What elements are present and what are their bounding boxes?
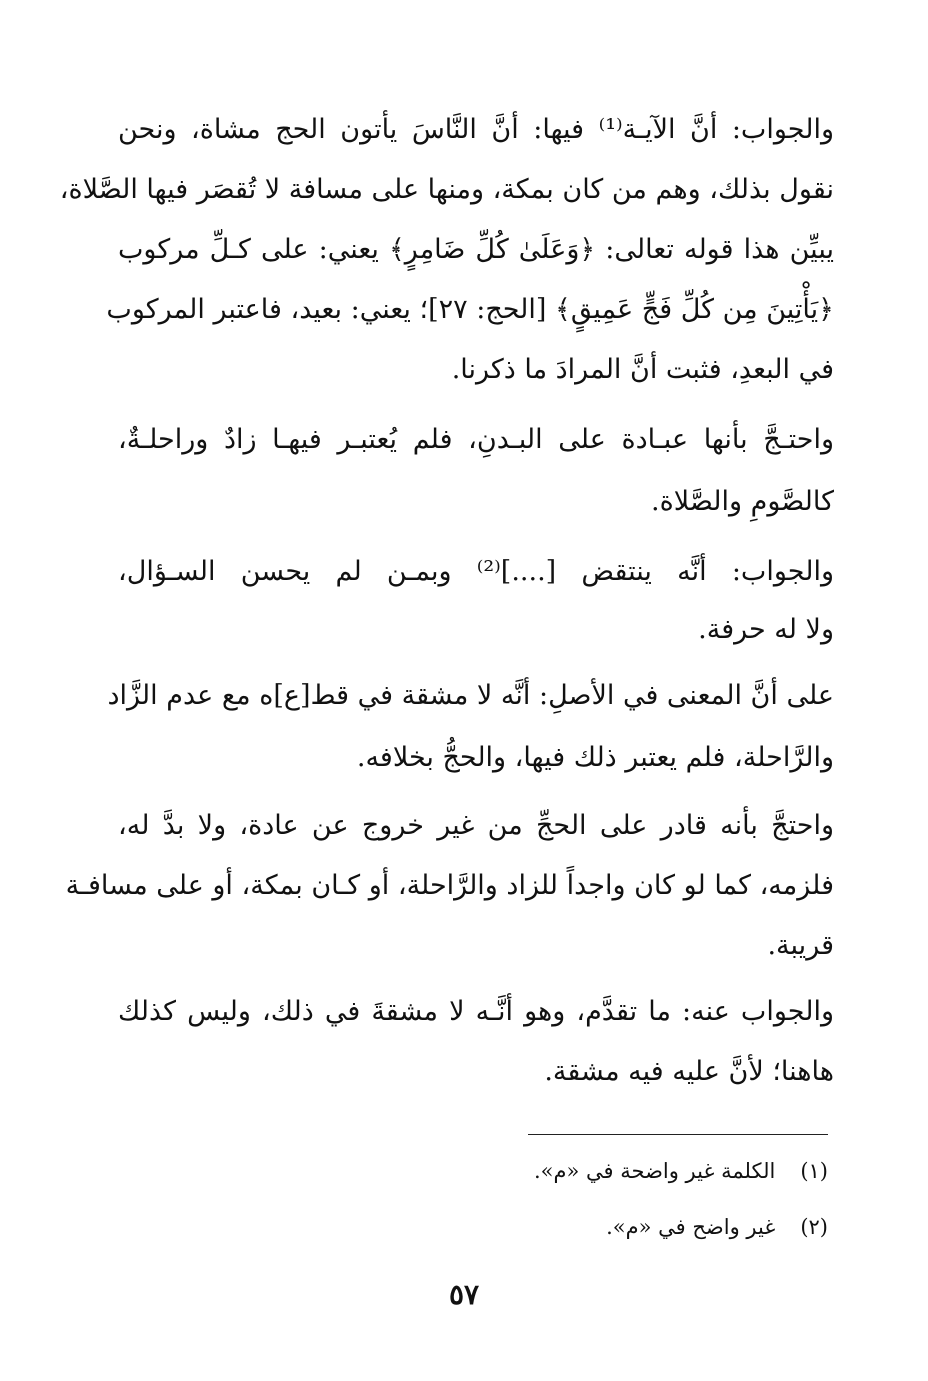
footnote-number: (٢) [800, 1215, 828, 1239]
footnote-text: الكلمة غير واضحة في «م». [533, 1159, 776, 1183]
text-line: والجواب: أنَّ الآيـة⁽¹⁾ فيها: أنَّ النَّاسَ يأتون الحج مشاة، ونحن [118, 114, 834, 145]
text-line: ﴿يَأْتِينَ مِن كُلِّ فَجٍّ عَمِيقٍ﴾ [الحج: ٢٧]؛ يعني: بعيد، فاعتبر المركوب [106, 294, 834, 325]
text-line: في البعدِ، فثبت أنَّ المرادَ ما ذكرنا. [451, 354, 834, 385]
text-line: كالصَّومِ والصَّلاة. [651, 486, 834, 517]
text-line: واحتـجَّ بأنها عبـادة على البـدنِ، فلم يُعتبـر فيهـا زادٌ وراحلـةٌ، [118, 424, 834, 455]
text-line: هاهنا؛ لأنَّ عليه فيه مشقة. [544, 1056, 834, 1087]
footnote-number: (١) [800, 1159, 828, 1183]
page-number: ٥٧ [448, 1278, 480, 1311]
footnote [328, 1212, 828, 1242]
text-line: يبيِّن هذا قوله تعالى: ﴿وَعَلَىٰ كُلِّ ضَامِرٍ﴾ يعني: على كـلِّ مركوب [118, 234, 834, 265]
text-line: ولا له حرفة. [698, 614, 834, 645]
text-line: فلزمه، كما لو كان واجداً للزاد والرَّاحلة، أو كـان بمكة، أو على مسافـة [65, 870, 834, 901]
footnote [328, 1156, 828, 1186]
text-line: نقول بذلك، وهم من كان بمكة، ومنها على مسافة لا تُقصَر فيها الصَّلاة، [59, 174, 834, 205]
text-line: والجواب عنه: ما تقدَّم، وهو أنَّـه لا مشقةَ في ذلك، وليس كذلك [118, 996, 834, 1027]
text-line: على أنَّ المعنى في الأصلِ: أنَّه لا مشقة في قط[ع]ه مع عدم الزَّاد [107, 680, 834, 711]
text-line: والرَّاحلة، فلم يعتبر ذلك فيها، والحجُّ بخلافه. [356, 742, 834, 773]
text-line: واحتجَّ بأنه قادر على الحجِّ من غير خروج عن عادة، ولا بدَّ له، [118, 810, 834, 841]
text-line: قريبة. [767, 930, 834, 961]
footnote-text: غير واضح في «م». [606, 1215, 776, 1239]
text-line: والجواب: أنَّه ينتقض [....]⁽²⁾ وبمـن لم يحسن السـؤال، [118, 556, 834, 587]
footnote-divider [528, 1134, 828, 1135]
